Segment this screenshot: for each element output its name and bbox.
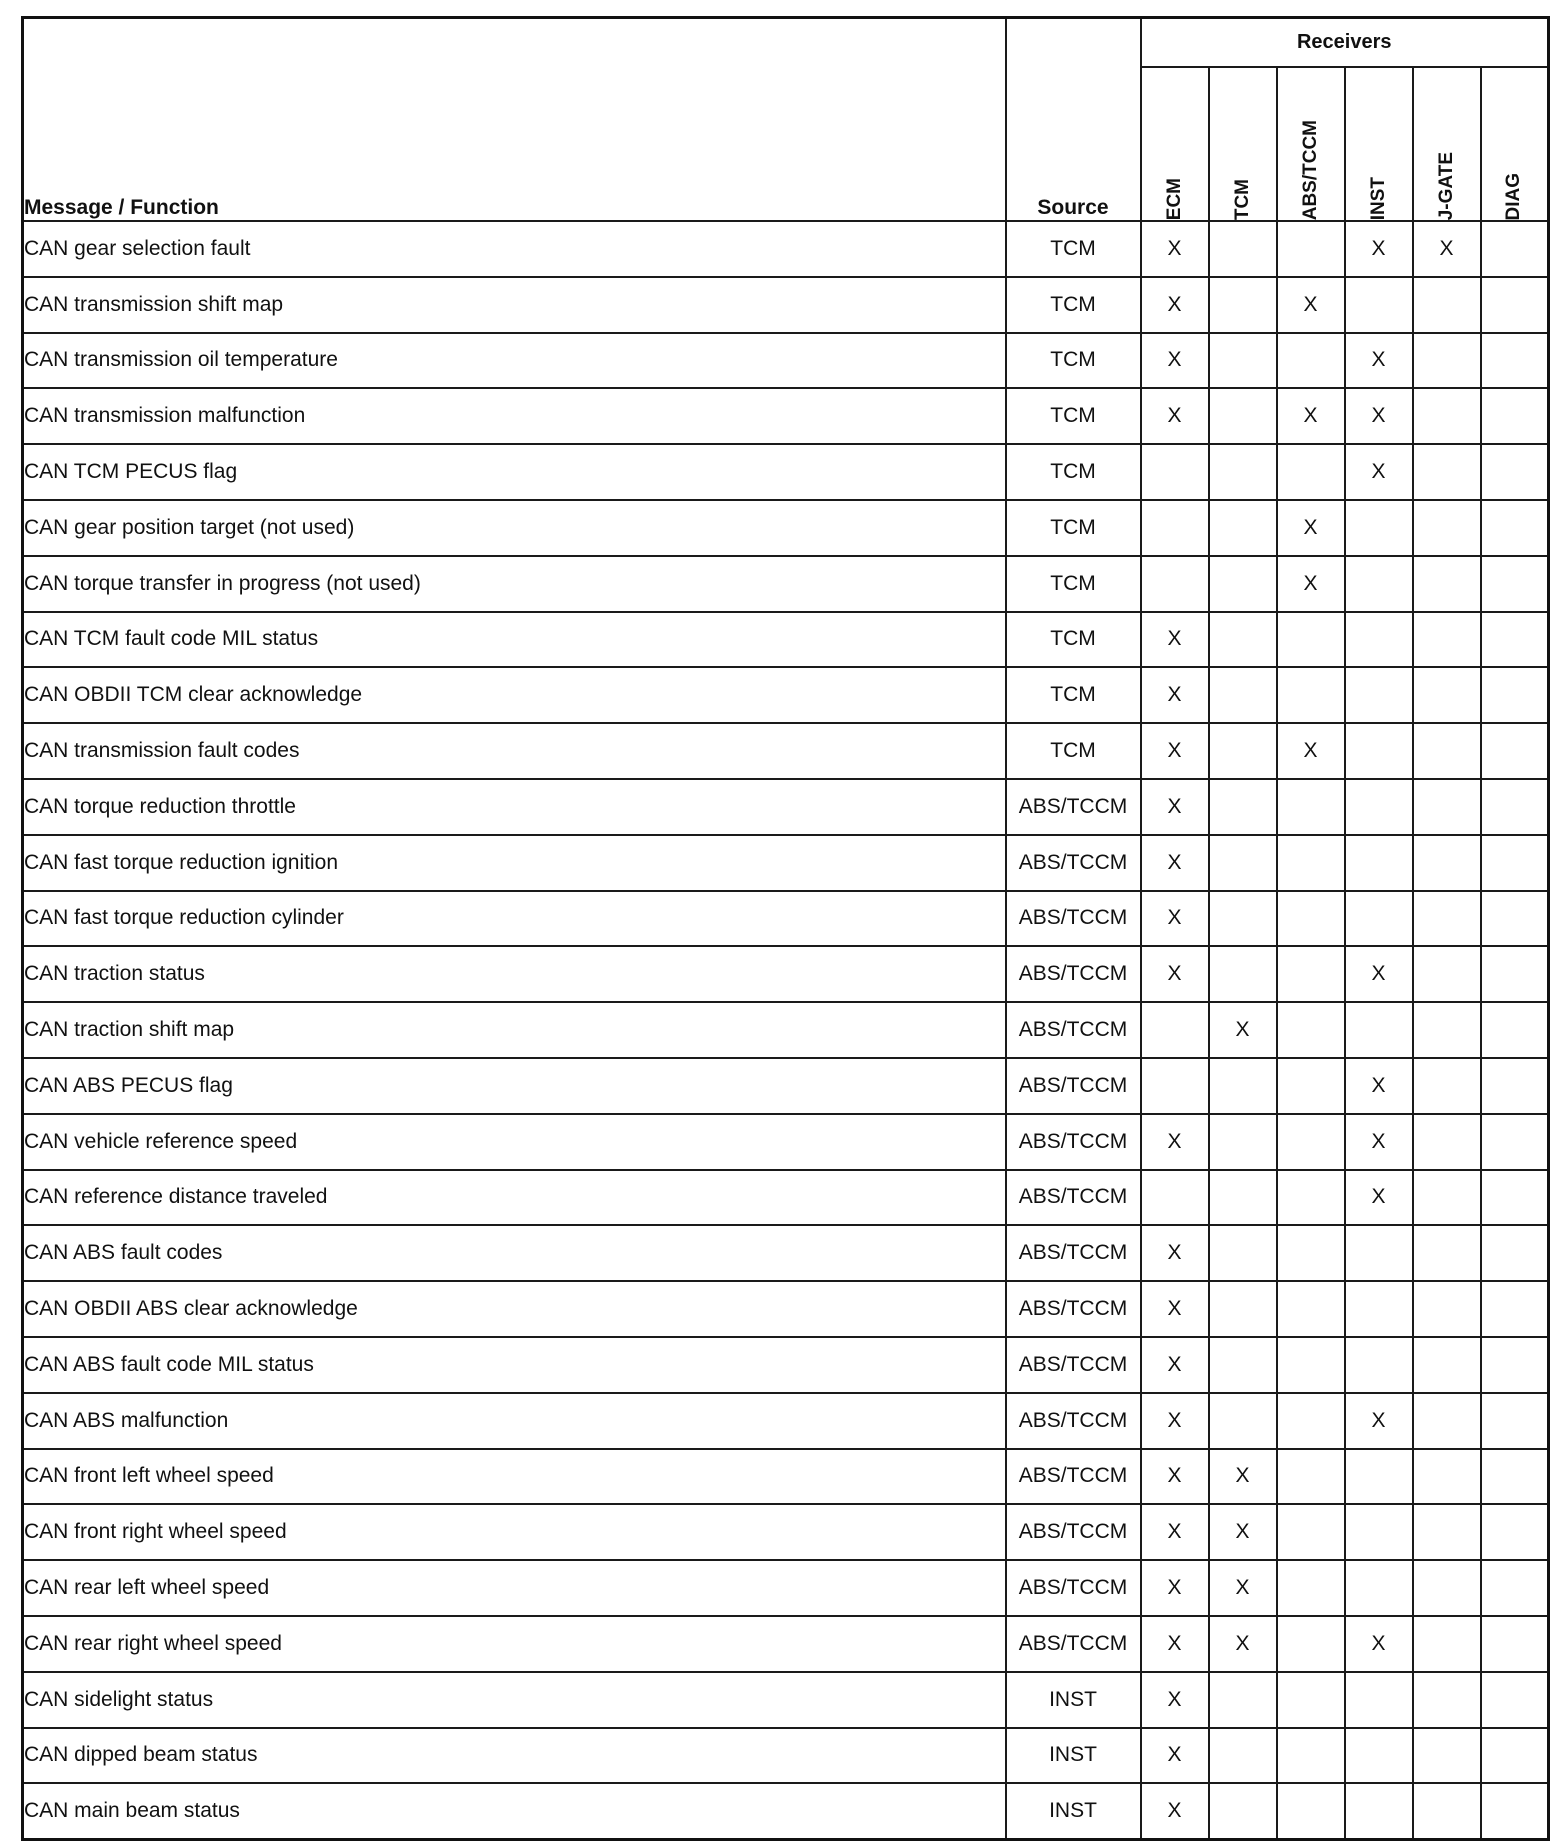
source-cell: ABS/TCCM: [1006, 1504, 1141, 1560]
receiver-mark-abs-tccm: [1277, 612, 1345, 668]
receiver-mark-ecm: X: [1141, 1616, 1209, 1672]
table-row: [23, 1393, 1549, 1449]
source-cell: TCM: [1006, 444, 1141, 500]
receiver-mark-inst: X: [1345, 1616, 1413, 1672]
message-cell: CAN OBDII ABS clear acknowledge: [23, 1281, 1006, 1337]
message-cell: CAN ABS malfunction: [23, 1393, 1006, 1449]
receiver-mark-diag: [1481, 779, 1549, 835]
table-row: [23, 388, 1549, 444]
receiver-mark-diag: [1481, 277, 1549, 333]
receiver-mark-ecm: [1141, 500, 1209, 556]
receiver-mark-ecm: X: [1141, 1337, 1209, 1393]
receiver-mark-abs-tccm: [1277, 1783, 1345, 1839]
receiver-mark-inst: [1345, 723, 1413, 779]
source-cell: ABS/TCCM: [1006, 1449, 1141, 1505]
receiver-mark-tcm: [1209, 1170, 1277, 1226]
table-row: [23, 1672, 1549, 1728]
receiver-mark-abs-tccm: [1277, 1002, 1345, 1058]
receiver-mark-ecm: [1141, 1058, 1209, 1114]
receiver-mark-j-gate: [1413, 1170, 1481, 1226]
receiver-mark-ecm: X: [1141, 333, 1209, 389]
table-row: [23, 1560, 1549, 1616]
receiver-mark-diag: [1481, 1281, 1549, 1337]
receiver-mark-ecm: [1141, 444, 1209, 500]
source-cell: INST: [1006, 1672, 1141, 1728]
receiver-mark-abs-tccm: [1277, 1504, 1345, 1560]
receiver-mark-j-gate: [1413, 779, 1481, 835]
receiver-mark-j-gate: [1413, 1058, 1481, 1114]
receiver-mark-inst: X: [1345, 444, 1413, 500]
receiver-mark-inst: X: [1345, 388, 1413, 444]
receiver-mark-abs-tccm: [1277, 1560, 1345, 1616]
table-row: [23, 1170, 1549, 1226]
receiver-mark-abs-tccm: [1277, 1616, 1345, 1672]
receiver-mark-inst: X: [1345, 1114, 1413, 1170]
receiver-mark-abs-tccm: [1277, 835, 1345, 891]
receiver-mark-ecm: [1141, 1170, 1209, 1226]
receiver-mark-tcm: [1209, 946, 1277, 1002]
receiver-mark-inst: [1345, 1504, 1413, 1560]
source-cell: TCM: [1006, 221, 1141, 277]
receiver-mark-j-gate: [1413, 1672, 1481, 1728]
source-cell: ABS/TCCM: [1006, 946, 1141, 1002]
table-row: [23, 221, 1549, 277]
receiver-header-ecm: [1141, 67, 1209, 221]
receiver-mark-tcm: [1209, 1728, 1277, 1784]
source-cell: TCM: [1006, 556, 1141, 612]
table-row: [23, 1728, 1549, 1784]
receiver-mark-inst: [1345, 667, 1413, 723]
receiver-mark-diag: [1481, 1616, 1549, 1672]
message-cell: CAN gear position target (not used): [23, 500, 1006, 556]
receiver-mark-inst: [1345, 1281, 1413, 1337]
receiver-mark-abs-tccm: X: [1277, 723, 1345, 779]
receiver-mark-inst: [1345, 779, 1413, 835]
receiver-header-inst: [1345, 67, 1413, 221]
receiver-mark-ecm: X: [1141, 1504, 1209, 1560]
receiver-mark-ecm: X: [1141, 1672, 1209, 1728]
receiver-mark-tcm: [1209, 1114, 1277, 1170]
receiver-mark-inst: [1345, 835, 1413, 891]
message-cell: CAN fast torque reduction cylinder: [23, 891, 1006, 947]
table-body: [23, 221, 1549, 1839]
receiver-mark-ecm: X: [1141, 891, 1209, 947]
receiver-mark-diag: [1481, 723, 1549, 779]
receiver-mark-diag: [1481, 946, 1549, 1002]
source-cell: ABS/TCCM: [1006, 1002, 1141, 1058]
receiver-mark-diag: [1481, 1114, 1549, 1170]
receiver-mark-inst: [1345, 1783, 1413, 1839]
receiver-mark-abs-tccm: [1277, 1058, 1345, 1114]
receiver-mark-j-gate: [1413, 1337, 1481, 1393]
receiver-mark-inst: [1345, 1225, 1413, 1281]
receiver-header-label: J-GATE: [1435, 151, 1457, 220]
receiver-mark-inst: X: [1345, 1058, 1413, 1114]
receiver-mark-tcm: [1209, 1672, 1277, 1728]
receiver-mark-inst: [1345, 612, 1413, 668]
receiver-mark-ecm: X: [1141, 388, 1209, 444]
receiver-mark-inst: [1345, 1728, 1413, 1784]
receiver-mark-abs-tccm: [1277, 333, 1345, 389]
receiver-mark-diag: [1481, 1449, 1549, 1505]
message-cell: CAN OBDII TCM clear acknowledge: [23, 667, 1006, 723]
receiver-mark-j-gate: [1413, 1002, 1481, 1058]
receiver-mark-j-gate: [1413, 946, 1481, 1002]
message-cell: CAN traction shift map: [23, 1002, 1006, 1058]
table-header: [23, 18, 1549, 222]
source-cell: ABS/TCCM: [1006, 1560, 1141, 1616]
receiver-header-tcm: [1209, 67, 1277, 221]
receiver-mark-tcm: X: [1209, 1504, 1277, 1560]
receiver-mark-ecm: X: [1141, 1281, 1209, 1337]
receiver-header-label: DIAG: [1503, 172, 1525, 220]
receiver-mark-inst: X: [1345, 333, 1413, 389]
message-cell: CAN ABS PECUS flag: [23, 1058, 1006, 1114]
receiver-mark-tcm: [1209, 388, 1277, 444]
source-cell: INST: [1006, 1783, 1141, 1839]
message-cell: CAN transmission shift map: [23, 277, 1006, 333]
source-cell: ABS/TCCM: [1006, 891, 1141, 947]
receiver-mark-tcm: [1209, 612, 1277, 668]
receiver-mark-abs-tccm: [1277, 1393, 1345, 1449]
receiver-mark-diag: [1481, 1728, 1549, 1784]
receiver-mark-j-gate: [1413, 1114, 1481, 1170]
receiver-mark-abs-tccm: [1277, 891, 1345, 947]
source-cell: ABS/TCCM: [1006, 1337, 1141, 1393]
table-row: [23, 444, 1549, 500]
source-cell: ABS/TCCM: [1006, 1393, 1141, 1449]
receiver-mark-inst: X: [1345, 1393, 1413, 1449]
receiver-mark-tcm: [1209, 1058, 1277, 1114]
table-row: [23, 891, 1549, 947]
receiver-header-label: ABS/TCCM: [1299, 119, 1321, 220]
receiver-mark-diag: [1481, 333, 1549, 389]
receiver-mark-tcm: [1209, 667, 1277, 723]
receiver-mark-tcm: [1209, 1225, 1277, 1281]
receiver-mark-ecm: X: [1141, 667, 1209, 723]
receiver-mark-j-gate: [1413, 277, 1481, 333]
source-cell: ABS/TCCM: [1006, 835, 1141, 891]
source-cell: ABS/TCCM: [1006, 779, 1141, 835]
receiver-mark-inst: [1345, 556, 1413, 612]
source-cell: TCM: [1006, 723, 1141, 779]
receiver-mark-abs-tccm: X: [1277, 277, 1345, 333]
receiver-mark-inst: [1345, 891, 1413, 947]
source-cell: TCM: [1006, 277, 1141, 333]
source-cell: ABS/TCCM: [1006, 1616, 1141, 1672]
message-cell: CAN transmission oil temperature: [23, 333, 1006, 389]
receiver-header-abs-tccm: [1277, 67, 1345, 221]
table-row: [23, 500, 1549, 556]
message-cell: CAN transmission fault codes: [23, 723, 1006, 779]
receiver-mark-j-gate: [1413, 500, 1481, 556]
table-row: [23, 277, 1549, 333]
source-cell: TCM: [1006, 667, 1141, 723]
message-cell: CAN ABS fault codes: [23, 1225, 1006, 1281]
source-cell: ABS/TCCM: [1006, 1281, 1141, 1337]
receiver-mark-j-gate: [1413, 835, 1481, 891]
table-row: [23, 1504, 1549, 1560]
source-cell: ABS/TCCM: [1006, 1170, 1141, 1226]
source-column-header: Source: [1006, 18, 1141, 222]
receiver-mark-j-gate: [1413, 388, 1481, 444]
receiver-mark-diag: [1481, 1170, 1549, 1226]
receiver-mark-j-gate: [1413, 1449, 1481, 1505]
receiver-mark-inst: X: [1345, 221, 1413, 277]
receiver-mark-inst: [1345, 1560, 1413, 1616]
table-row: [23, 1002, 1549, 1058]
receiver-mark-tcm: [1209, 333, 1277, 389]
receiver-mark-abs-tccm: [1277, 1672, 1345, 1728]
table-row: [23, 1225, 1549, 1281]
receiver-mark-ecm: X: [1141, 612, 1209, 668]
receiver-mark-tcm: [1209, 444, 1277, 500]
receiver-mark-j-gate: [1413, 1393, 1481, 1449]
receiver-mark-tcm: [1209, 891, 1277, 947]
receiver-mark-ecm: X: [1141, 835, 1209, 891]
receiver-mark-inst: [1345, 500, 1413, 556]
table-row: [23, 835, 1549, 891]
receiver-mark-inst: [1345, 1672, 1413, 1728]
table-row: [23, 1616, 1549, 1672]
message-cell: CAN fast torque reduction ignition: [23, 835, 1006, 891]
receiver-header-label: INST: [1367, 176, 1389, 220]
message-cell: CAN ABS fault code MIL status: [23, 1337, 1006, 1393]
receiver-mark-diag: [1481, 444, 1549, 500]
table-row: [23, 1337, 1549, 1393]
receiver-mark-ecm: X: [1141, 277, 1209, 333]
receiver-mark-diag: [1481, 891, 1549, 947]
receiver-mark-abs-tccm: [1277, 1225, 1345, 1281]
receiver-mark-ecm: X: [1141, 1728, 1209, 1784]
receiver-mark-j-gate: [1413, 1783, 1481, 1839]
source-cell: TCM: [1006, 612, 1141, 668]
message-column-header: Message / Function: [23, 18, 1006, 222]
receiver-mark-abs-tccm: [1277, 1337, 1345, 1393]
receiver-mark-j-gate: [1413, 723, 1481, 779]
receiver-mark-tcm: [1209, 1337, 1277, 1393]
receiver-mark-j-gate: [1413, 1728, 1481, 1784]
table-row: [23, 1281, 1549, 1337]
message-cell: CAN sidelight status: [23, 1672, 1006, 1728]
receiver-mark-ecm: [1141, 1002, 1209, 1058]
receiver-mark-abs-tccm: [1277, 1728, 1345, 1784]
receiver-mark-j-gate: X: [1413, 221, 1481, 277]
message-cell: CAN vehicle reference speed: [23, 1114, 1006, 1170]
receiver-mark-inst: [1345, 1449, 1413, 1505]
message-cell: CAN transmission malfunction: [23, 388, 1006, 444]
receiver-mark-j-gate: [1413, 333, 1481, 389]
receiver-mark-abs-tccm: [1277, 779, 1345, 835]
table-row: [23, 946, 1549, 1002]
receiver-mark-diag: [1481, 388, 1549, 444]
source-cell: ABS/TCCM: [1006, 1114, 1141, 1170]
receiver-mark-j-gate: [1413, 891, 1481, 947]
message-cell: CAN TCM PECUS flag: [23, 444, 1006, 500]
source-cell: ABS/TCCM: [1006, 1225, 1141, 1281]
receiver-mark-tcm: [1209, 500, 1277, 556]
receiver-mark-tcm: X: [1209, 1616, 1277, 1672]
receiver-mark-j-gate: [1413, 1225, 1481, 1281]
receiver-mark-abs-tccm: [1277, 1281, 1345, 1337]
receiver-mark-tcm: X: [1209, 1002, 1277, 1058]
receiver-mark-tcm: [1209, 835, 1277, 891]
receiver-mark-ecm: X: [1141, 1225, 1209, 1281]
table-row: [23, 1783, 1549, 1839]
receiver-mark-diag: [1481, 1560, 1549, 1616]
message-cell: CAN main beam status: [23, 1783, 1006, 1839]
receiver-mark-diag: [1481, 1337, 1549, 1393]
source-cell: INST: [1006, 1728, 1141, 1784]
receiver-mark-tcm: [1209, 277, 1277, 333]
receiver-mark-tcm: X: [1209, 1560, 1277, 1616]
message-cell: CAN front right wheel speed: [23, 1504, 1006, 1560]
message-cell: CAN torque transfer in progress (not used): [23, 556, 1006, 612]
receiver-mark-j-gate: [1413, 1560, 1481, 1616]
receiver-mark-abs-tccm: X: [1277, 388, 1345, 444]
receiver-mark-diag: [1481, 1504, 1549, 1560]
message-cell: CAN torque reduction throttle: [23, 779, 1006, 835]
receiver-mark-ecm: X: [1141, 1114, 1209, 1170]
table-row: [23, 667, 1549, 723]
message-cell: CAN traction status: [23, 946, 1006, 1002]
receiver-mark-tcm: [1209, 1783, 1277, 1839]
receiver-mark-ecm: X: [1141, 946, 1209, 1002]
receiver-mark-ecm: [1141, 556, 1209, 612]
receiver-mark-diag: [1481, 1393, 1549, 1449]
receiver-mark-j-gate: [1413, 444, 1481, 500]
receiver-mark-tcm: [1209, 779, 1277, 835]
receiver-mark-j-gate: [1413, 667, 1481, 723]
receiver-mark-ecm: X: [1141, 1449, 1209, 1505]
message-cell: CAN rear left wheel speed: [23, 1560, 1006, 1616]
receiver-mark-j-gate: [1413, 1616, 1481, 1672]
receiver-mark-abs-tccm: [1277, 1449, 1345, 1505]
table-row: [23, 612, 1549, 668]
receiver-mark-abs-tccm: [1277, 1170, 1345, 1226]
message-cell: CAN gear selection fault: [23, 221, 1006, 277]
receiver-mark-diag: [1481, 221, 1549, 277]
source-cell: TCM: [1006, 500, 1141, 556]
receiver-mark-diag: [1481, 835, 1549, 891]
receiver-mark-tcm: X: [1209, 1449, 1277, 1505]
source-cell: TCM: [1006, 388, 1141, 444]
source-cell: TCM: [1006, 333, 1141, 389]
table-row: [23, 556, 1549, 612]
receiver-mark-abs-tccm: [1277, 221, 1345, 277]
receiver-mark-tcm: [1209, 723, 1277, 779]
receiver-mark-diag: [1481, 1002, 1549, 1058]
table-row: [23, 333, 1549, 389]
receiver-mark-diag: [1481, 667, 1549, 723]
receiver-mark-j-gate: [1413, 556, 1481, 612]
table-row: [23, 779, 1549, 835]
receiver-header-diag: [1481, 67, 1549, 221]
message-cell: CAN rear right wheel speed: [23, 1616, 1006, 1672]
message-cell: CAN front left wheel speed: [23, 1449, 1006, 1505]
receiver-mark-abs-tccm: [1277, 946, 1345, 1002]
receiver-mark-j-gate: [1413, 612, 1481, 668]
table-row: [23, 723, 1549, 779]
receiver-mark-ecm: X: [1141, 221, 1209, 277]
receiver-mark-abs-tccm: [1277, 1114, 1345, 1170]
receiver-mark-abs-tccm: X: [1277, 556, 1345, 612]
receiver-mark-abs-tccm: [1277, 667, 1345, 723]
table-row: [23, 1114, 1549, 1170]
message-cell: CAN reference distance traveled: [23, 1170, 1006, 1226]
receiver-mark-ecm: X: [1141, 1560, 1209, 1616]
receiver-mark-abs-tccm: X: [1277, 500, 1345, 556]
receiver-mark-tcm: [1209, 221, 1277, 277]
message-cell: CAN dipped beam status: [23, 1728, 1006, 1784]
receiver-header-label: TCM: [1231, 178, 1253, 220]
receiver-mark-abs-tccm: [1277, 444, 1345, 500]
receiver-mark-diag: [1481, 1672, 1549, 1728]
receiver-mark-ecm: X: [1141, 723, 1209, 779]
receiver-mark-j-gate: [1413, 1504, 1481, 1560]
receiver-mark-tcm: [1209, 1281, 1277, 1337]
receiver-mark-ecm: X: [1141, 1393, 1209, 1449]
source-cell: ABS/TCCM: [1006, 1058, 1141, 1114]
receiver-mark-inst: [1345, 277, 1413, 333]
receivers-group-header: Receivers: [1141, 18, 1549, 68]
can-message-table: [21, 16, 1550, 1841]
receiver-mark-tcm: [1209, 1393, 1277, 1449]
receiver-mark-diag: [1481, 500, 1549, 556]
table-row: [23, 1058, 1549, 1114]
receiver-mark-diag: [1481, 1783, 1549, 1839]
table-row: [23, 1449, 1549, 1505]
message-cell: CAN TCM fault code MIL status: [23, 612, 1006, 668]
receiver-mark-inst: [1345, 1337, 1413, 1393]
receiver-mark-tcm: [1209, 556, 1277, 612]
receiver-mark-diag: [1481, 1058, 1549, 1114]
receiver-header-label: ECM: [1163, 177, 1185, 220]
receiver-mark-diag: [1481, 556, 1549, 612]
receiver-mark-ecm: X: [1141, 779, 1209, 835]
receiver-mark-diag: [1481, 1225, 1549, 1281]
receiver-header-j-gate: [1413, 67, 1481, 221]
receiver-mark-diag: [1481, 612, 1549, 668]
receiver-mark-ecm: X: [1141, 1783, 1209, 1839]
receiver-mark-inst: X: [1345, 1170, 1413, 1226]
receiver-mark-j-gate: [1413, 1281, 1481, 1337]
receiver-mark-inst: X: [1345, 946, 1413, 1002]
receiver-mark-inst: [1345, 1002, 1413, 1058]
